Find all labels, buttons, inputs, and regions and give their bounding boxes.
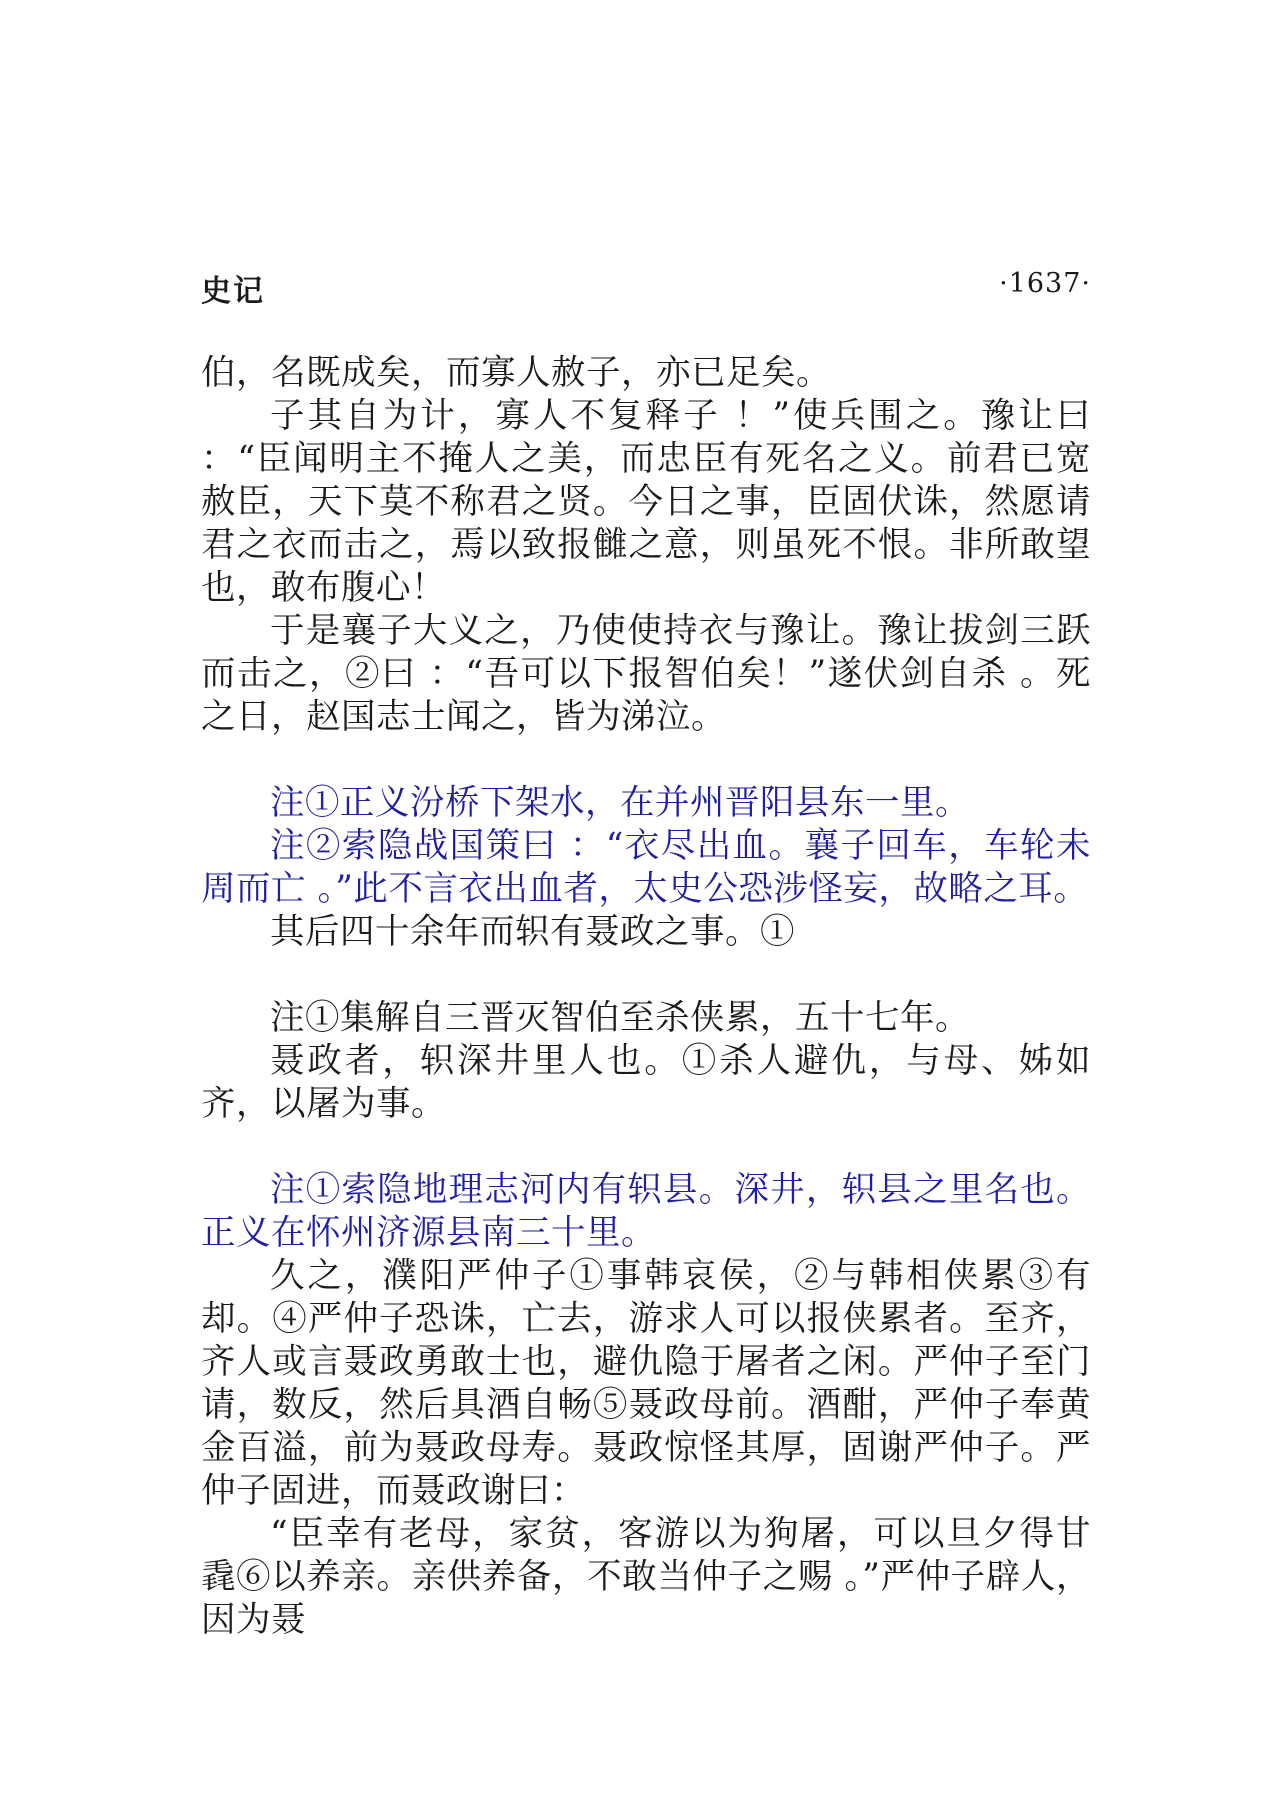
paragraph: 子其自为计，寡人不复释子 ！”使兵围之。豫让曰 ：“臣闻明主不掩人之美，而忠臣有死名之义。前君已宽赦臣，天下莫不称君之贤。今日之事，臣固伏诛，然愿请君之衣而击之，焉以致报雠之意，则虽死不恨。非所敢望也，敢布腹心！ bbox=[201, 396, 1091, 608]
paragraph: 于是襄子大义之，乃使使持衣与豫让。豫让拔剑三跃而击之，②曰 ：“吾可以下报智伯矣！”遂伏剑自杀 。死之日，赵国志士闻之，皆为涕泣。 bbox=[201, 611, 1091, 737]
page-body bbox=[201, 352, 1091, 1642]
annotation-note: 注①索隐地理志河内有轵县。深井，轵县之里名也。正义在怀州济源县南三十里。 bbox=[201, 1170, 1091, 1253]
annotation-note: 注②索隐战国策曰 ：“衣尽出血。襄子回车，车轮未周而亡 。”此不言衣出血者，太史公恐涉怪妄，故略之耳。 bbox=[201, 826, 1091, 909]
paragraph: 聂政者，轵深井里人也。①杀人避仇，与母、姊如齐，以屠为事。 bbox=[201, 1041, 1091, 1124]
paragraph: 其后四十余年而轵有聂政之事。① bbox=[270, 912, 795, 952]
paragraph-gap bbox=[201, 954, 1091, 997]
paragraph-gap bbox=[201, 739, 1091, 782]
page-number: ·1637· bbox=[999, 268, 1091, 299]
page-header bbox=[201, 266, 1091, 310]
paragraph: 伯，名既成矣，而寡人赦子，亦已足矣。 bbox=[201, 353, 831, 393]
paragraph: “臣幸有老母，家贫，客游以为狗屠，可以旦夕得甘毳⑥以养亲。亲供养备，不敢当仲子之赐 。”严仲子辟人，因为聂 bbox=[201, 1514, 1091, 1640]
annotation-note: 注①集解自三晋灭智伯至杀侠累，五十七年。 bbox=[270, 998, 970, 1038]
book-title: 史记 bbox=[201, 274, 265, 309]
annotation-note: 注①正义汾桥下架水，在并州晋阳县东一里。 bbox=[270, 783, 970, 823]
paragraph: 久之，濮阳严仲子①事韩哀侯，②与韩相侠累③有却。④严仲子恐诛，亡去，游求人可以报侠累者。至齐，齐人或言聂政勇敢士也，避仇隐于屠者之闲。严仲子至门请，数反，然后具酒自畅⑤聂政母前。酒酣，严仲子奉黄金百溢，前为聂政母寿。聂政惊怪其厚，固谢严仲子。严仲子固进，而聂政谢曰： bbox=[201, 1256, 1091, 1511]
paragraph-gap bbox=[201, 1126, 1091, 1169]
